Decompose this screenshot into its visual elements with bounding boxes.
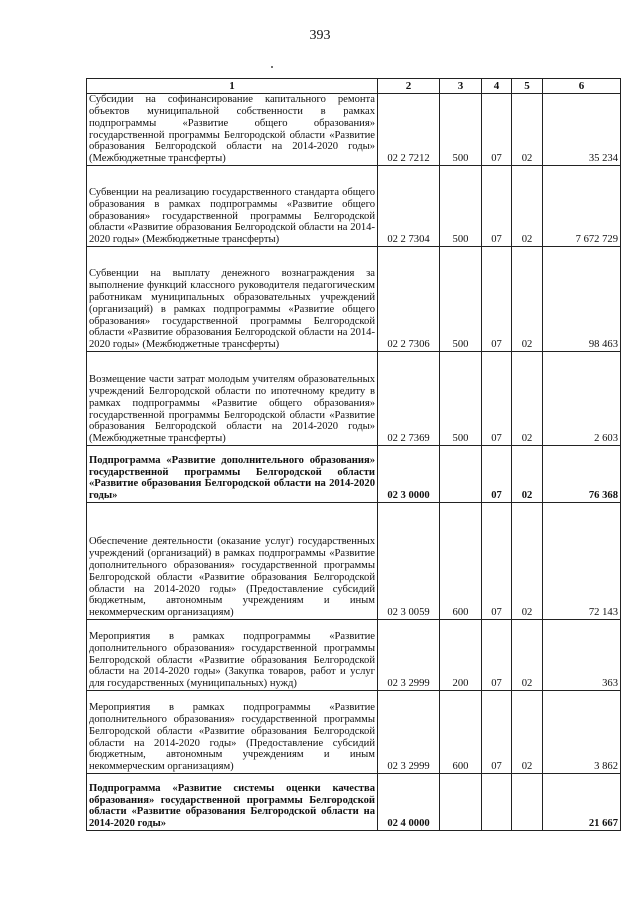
row-amount: 7 672 729 [543,166,621,247]
row-amount: 21 667 [543,774,621,831]
row-pr: 02 [512,352,543,446]
row-amount: 76 368 [543,446,621,503]
row-rz: 07 [482,620,512,691]
row-code: 02 3 2999 [378,620,440,691]
row-amount: 35 234 [543,94,621,166]
row-amount: 72 143 [543,503,621,620]
row-vr: 500 [440,352,482,446]
row-rz: 07 [482,691,512,774]
row-vr: 600 [440,691,482,774]
budget-table [86,78,621,831]
row-pr [512,774,543,831]
row-pr: 02 [512,503,543,620]
row-pr: 02 [512,446,543,503]
header-col-1: 1 [87,79,378,94]
row-code: 02 4 0000 [378,774,440,831]
row-code: 02 2 7304 [378,166,440,247]
header-col-2: 2 [378,79,440,94]
page-number: 393 [309,28,331,43]
row-name: Субвенции на выплату денежного вознаграждения за выполнение функций классного руководителя педагогическим работникам муниципальных образовательных учреждений (организаций) в рамках подпрограммы «Развитие общего образования» государственной программы Белгородской области «Развитие образования Белгородской области на 2014-2020 годы» (Межбюджетные трансферты) [87,247,378,352]
row-vr [440,446,482,503]
row-code: 02 2 7369 [378,352,440,446]
table-row [87,352,621,446]
header-col-6: 6 [543,79,621,94]
row-name: Мероприятия в рамках подпрограммы «Развитие дополнительного образования» государственной программы Белгородской области «Развитие образования Белгородской области на 2014-2020 годы» (Предоставление субсидий бюджетным, автономным учреждениям и иным некоммерческим организациям) [87,691,378,774]
table-row [87,166,621,247]
row-name: Подпрограмма «Развитие дополнительного образования» государственной программы Белгородской области «Развитие образования Белгородской области на 2014-2020 годы» [87,446,378,503]
table-row [87,691,621,774]
row-name: Подпрограмма «Развитие системы оценки качества образования» государственной программы Белгородской области «Развитие образования Белгородской области на 2014-2020 годы» [87,774,378,831]
table-row-subprogram [87,774,621,831]
row-code: 02 3 0000 [378,446,440,503]
row-amount: 3 862 [543,691,621,774]
row-rz: 07 [482,503,512,620]
row-vr: 200 [440,620,482,691]
row-code: 02 2 7306 [378,247,440,352]
row-pr: 02 [512,247,543,352]
header-col-3: 3 [440,79,482,94]
row-vr: 600 [440,503,482,620]
row-amount: 2 603 [543,352,621,446]
row-name: Возмещение части затрат молодым учителям образовательных учреждений Белгородской области по ипотечному кредиту в рамках подпрограммы «Развитие общего образования» государственной программы Белгородской области «Развитие образования Белгородской области на 2014-2020 годы» (Межбюджетные трансферты) [87,352,378,446]
row-vr: 500 [440,166,482,247]
row-code: 02 3 2999 [378,691,440,774]
row-rz: 07 [482,446,512,503]
table-row [87,247,621,352]
header-col-5: 5 [512,79,543,94]
row-pr: 02 [512,620,543,691]
row-amount: 363 [543,620,621,691]
row-rz: 07 [482,94,512,166]
row-rz: 07 [482,166,512,247]
row-vr [440,774,482,831]
row-code: 02 3 0059 [378,503,440,620]
row-pr: 02 [512,691,543,774]
row-rz: 07 [482,352,512,446]
row-name: Мероприятия в рамках подпрограммы «Развитие дополнительного образования» государственной программы Белгородской области «Развитие образования Белгородской области на 2014-2020 годы» (Закупка товаров, работ и услуг для государственных (муниципальных) нужд) [87,620,378,691]
row-code: 02 2 7212 [378,94,440,166]
table-header-row [87,79,621,94]
row-vr: 500 [440,247,482,352]
row-name: Субсидии на софинансирование капитального ремонта объектов муниципальной собственности в рамках подпрограммы «Развитие общего образования» государственной программы Белгородской области «Развитие образования Белгородской области на 2014-2020 годы» (Межбюджетные трансферты) [87,94,378,166]
row-pr: 02 [512,94,543,166]
row-name: Субвенции на реализацию государственного стандарта общего образования в рамках подпрограммы «Развитие общего образования» государственной программы Белгородской области «Развитие образования Белгородской области на 2014-2020 годы» (Межбюджетные трансферты) [87,166,378,247]
row-vr: 500 [440,94,482,166]
table-row-subprogram [87,446,621,503]
header-col-4: 4 [482,79,512,94]
row-amount: 98 463 [543,247,621,352]
table-row [87,620,621,691]
table-row [87,94,621,166]
row-rz: 07 [482,247,512,352]
row-name: Обеспечение деятельности (оказание услуг) государственных учреждений (организаций) в рамках подпрограммы «Развитие дополнительного образования» государственной программы Белгородской области «Развитие образования Белгородской области на 2014-2020 годы» (Предоставление субсидий бюджетным, автономным учреждениям и иным некоммерческим организациям) [87,503,378,620]
scan-speck [271,66,273,68]
table-row [87,503,621,620]
row-pr: 02 [512,166,543,247]
row-rz [482,774,512,831]
